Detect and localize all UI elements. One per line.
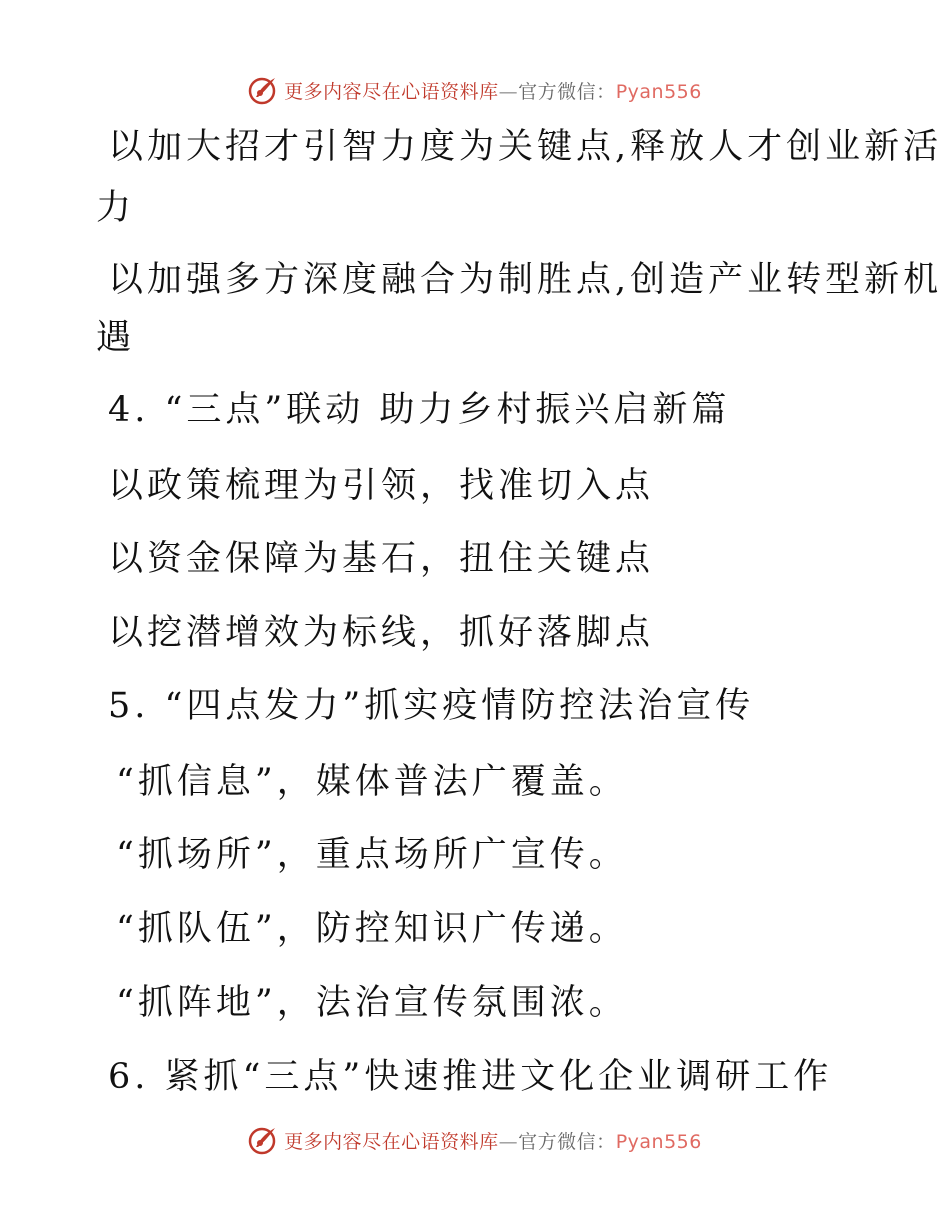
section-heading-6: 6. 紧抓“三点”快速推进文化企业调研工作 [108, 1057, 833, 1097]
section-heading-4: 4. “三点”联动 助力乡村振兴启新篇 [108, 390, 731, 430]
body-line-13: “抓阵地”，法治宣传氛围浓。 [116, 983, 628, 1023]
body-line-1: 以加大招才引智力度为关键点,释放人才创业新活 [108, 127, 943, 167]
body-line-6: 以政策梳理为引领，找准切入点 [108, 466, 655, 506]
body-line-8: 以挖潜增效为标线，抓好落脚点 [108, 613, 655, 653]
body-line-4: 遇 [96, 318, 136, 358]
header-watermark-banner [0, 70, 950, 110]
body-line-3: 以加强多方深度融合为制胜点,创造产业转型新机 [108, 260, 943, 300]
banner-dash: — [498, 1130, 519, 1153]
footer-watermark-banner [0, 1120, 950, 1160]
banner-account: Pyan556 [615, 80, 702, 103]
banner-account: Pyan556 [615, 1130, 702, 1153]
banner-label: 官方微信： [518, 1130, 616, 1153]
body-line-10: “抓信息”，媒体普法广覆盖。 [116, 762, 628, 802]
banner-main-text: 更多内容尽在心语资料库 [284, 80, 499, 103]
banner-main-text: 更多内容尽在心语资料库 [284, 1130, 499, 1153]
section-heading-5: 5. “四点发力”抓实疫情防控法治宣传 [108, 686, 755, 726]
feather-pen-logo-icon [248, 1125, 278, 1155]
body-line-11: “抓场所”，重点场所广宣传。 [116, 835, 628, 875]
banner-label: 官方微信： [518, 80, 616, 103]
body-line-2: 力 [96, 188, 136, 228]
banner-dash: — [498, 80, 519, 103]
feather-pen-logo-icon [248, 75, 278, 105]
body-line-12: “抓队伍”，防控知识广传递。 [116, 909, 628, 949]
body-line-7: 以资金保障为基石，扭住关键点 [108, 539, 655, 579]
